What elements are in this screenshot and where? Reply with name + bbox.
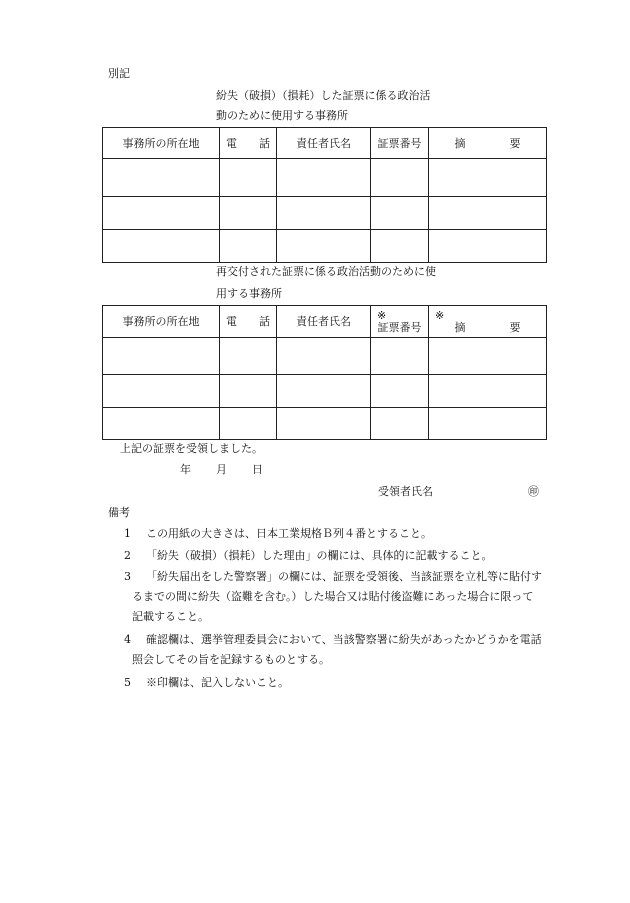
remark-number: 1: [124, 527, 131, 540]
table-cell[interactable]: [371, 159, 429, 197]
table-cell[interactable]: [429, 197, 547, 230]
table-cell[interactable]: [277, 375, 371, 408]
col-phone: [220, 128, 277, 159]
table-row: [103, 230, 547, 263]
table-cell[interactable]: [220, 159, 277, 197]
table-cell[interactable]: [220, 197, 277, 230]
col-responsible-person: 責任者氏名: [277, 306, 371, 338]
col-summary-text: 摘 要: [454, 320, 521, 334]
table-cell[interactable]: [103, 375, 220, 408]
table-row: [103, 197, 547, 230]
table-row: [103, 159, 547, 197]
remark-text: 「紛失（破損）（損耗）した理由」の欄には、具体的に記載すること。: [146, 549, 493, 562]
table-cell[interactable]: [220, 375, 277, 408]
remark-text-line: 確認欄は、選挙管理委員会において、当該警察署に紛失があったかどうかを電話: [146, 633, 542, 646]
appendix-label: 別記: [108, 67, 130, 80]
col-summary: [429, 306, 547, 338]
table2-header-row: [103, 306, 547, 338]
col-summary: 摘 要: [429, 128, 547, 159]
col-office-location: 事務所の所在地: [103, 306, 220, 338]
table1-title-line2: 動のために使用する事務所: [216, 109, 348, 122]
table-row: [103, 338, 547, 375]
table-cell[interactable]: [220, 230, 277, 263]
table1-title-line1: 紛失（破損）（損耗）した証票に係る政治活: [216, 89, 431, 102]
remarks-heading: 備考: [108, 506, 130, 519]
table-cell[interactable]: [429, 408, 547, 440]
table-cell[interactable]: [371, 375, 429, 408]
table-cell[interactable]: [220, 408, 277, 440]
remark-text-line: るまでの間に紛失（盗難を含む。）した場合又は貼付後盗難にあった場合に限って: [132, 590, 534, 603]
col-phone-text: 電 話: [226, 136, 270, 150]
remark-text: この用紙の大きさは、日本工業規格Ｂ列４番とすること。: [146, 527, 432, 540]
table-cell[interactable]: [103, 159, 220, 197]
table-cell[interactable]: [429, 338, 547, 375]
table-cell[interactable]: [220, 338, 277, 375]
remark-number: 5: [124, 676, 131, 689]
table2-title-line2: 用する事務所: [216, 287, 282, 300]
table-cell[interactable]: [429, 375, 547, 408]
table-cell[interactable]: [371, 408, 429, 440]
table-cell[interactable]: [103, 230, 220, 263]
date-year-label: 年: [180, 463, 191, 476]
remark-text-line: 「紛失届出をした警察署」の欄には、証票を受領後、当該証票を立札等に貼付す: [146, 570, 542, 583]
col-phone-text: 電 話: [226, 315, 270, 328]
remark-text-line: 照会してその旨を記録するものとする。: [132, 653, 330, 666]
seal-mark: ㊞: [528, 485, 539, 498]
table-row: [103, 375, 547, 408]
remark-text-line: 記載すること。: [132, 610, 209, 623]
col-certificate-number: 証票番号: [371, 128, 429, 159]
table-cell[interactable]: [103, 197, 220, 230]
col-responsible-person: 責任者氏名: [277, 128, 371, 159]
table-row: [103, 408, 547, 440]
table-cell[interactable]: [277, 408, 371, 440]
receipt-statement: 上記の証票を受領しました。: [120, 442, 263, 455]
col-phone: [220, 306, 277, 338]
table-cell[interactable]: [371, 338, 429, 375]
table1-header-row: [103, 128, 547, 159]
table2-title-line1: 再交付された証票に係る政治活動のために使: [216, 265, 436, 278]
reference-mark: ※: [435, 308, 445, 322]
table-cell[interactable]: [277, 338, 371, 375]
remark-number: 4: [124, 633, 131, 646]
table-cell[interactable]: [277, 197, 371, 230]
date-month-label: 月: [216, 463, 227, 476]
recipient-name-label: 受領者氏名: [378, 485, 433, 498]
remark-text: ※印欄は、記入しないこと。: [146, 676, 289, 689]
table-lost-certificate-offices: [102, 127, 547, 263]
col-office-location: 事務所の所在地: [103, 128, 220, 159]
reference-mark: ※: [377, 308, 387, 322]
table-cell[interactable]: [103, 338, 220, 375]
col-certificate-number-text: 証票番号: [377, 320, 422, 334]
remark-number: 3: [124, 570, 131, 583]
remark-number: 2: [124, 549, 131, 562]
table-cell[interactable]: [429, 230, 547, 263]
date-day-label: 日: [252, 463, 263, 476]
table-cell[interactable]: [103, 408, 220, 440]
table-cell[interactable]: [429, 159, 547, 197]
col-certificate-number: [371, 306, 429, 338]
table-cell[interactable]: [277, 230, 371, 263]
table-cell[interactable]: [371, 230, 429, 263]
table-cell[interactable]: [371, 197, 429, 230]
table-cell[interactable]: [277, 159, 371, 197]
table-reissued-certificate-offices: [102, 305, 547, 440]
